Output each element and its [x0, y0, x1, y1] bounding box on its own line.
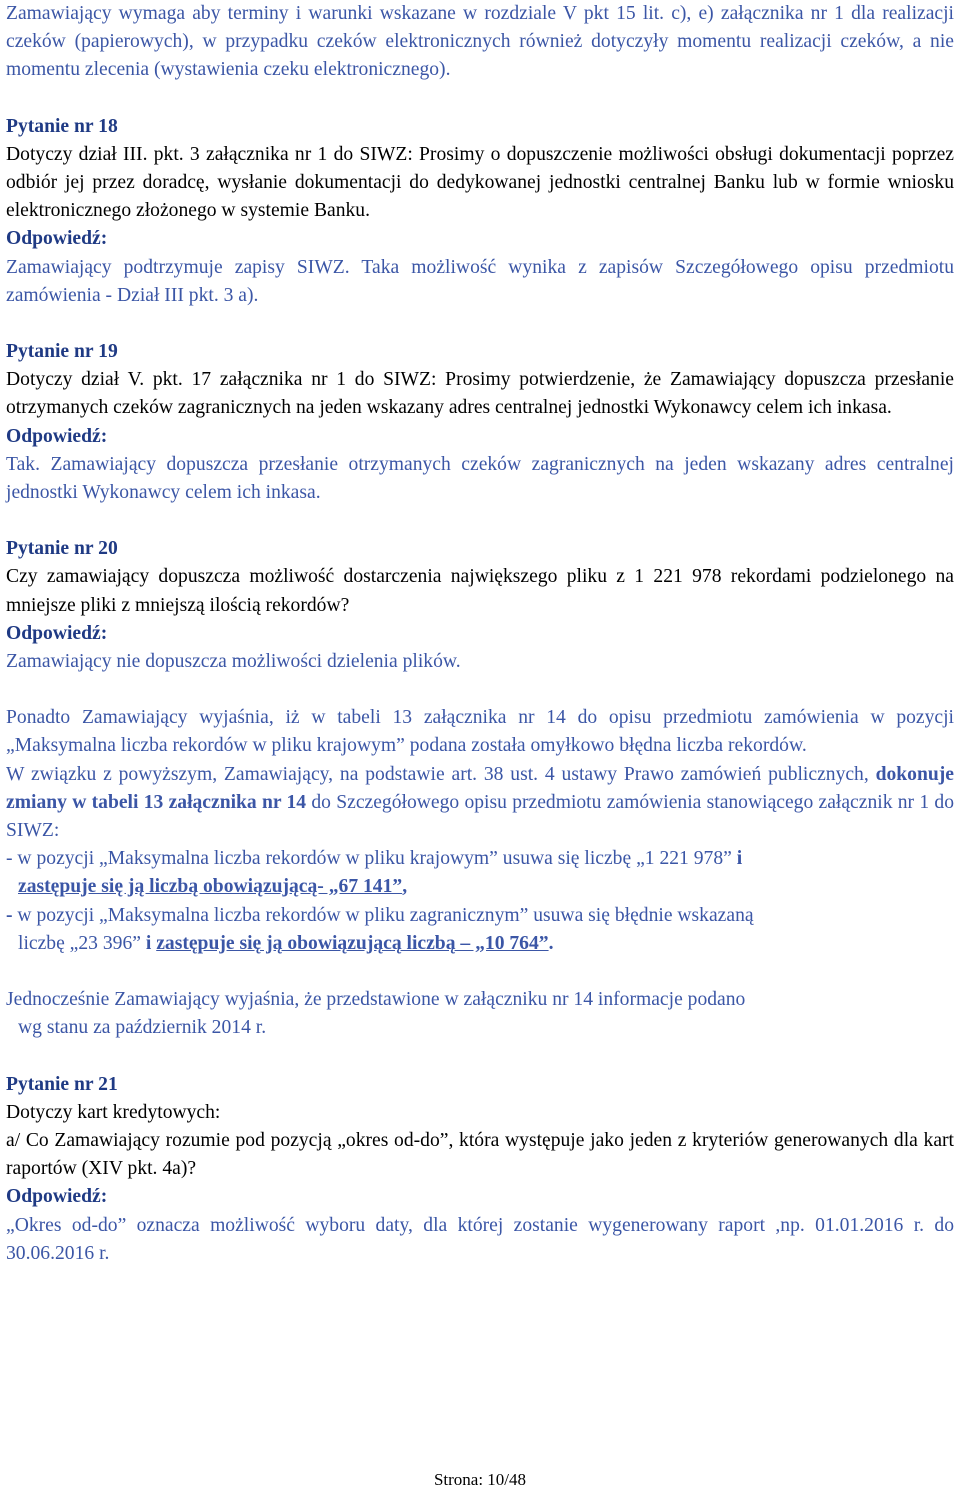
amendment-item-1-end: , [402, 876, 408, 898]
question-18-title: Pytanie nr 18 [6, 115, 118, 137]
question-19-title: Pytanie nr 19 [6, 341, 118, 363]
amendment-item-2-dash: - [6, 904, 13, 926]
question-21-text: a/ Co Zamawiający rozumie pod pozycją „okres od-do”, która występuje jako jeden z kryteriów generowanych dla kart raportów (XIV pkt. 4a)? [6, 1129, 954, 1180]
answer-20-label: Odpowiedź: [6, 622, 108, 644]
document-page [6, 0, 954, 1268]
question-18-text: Dotyczy dział III. pkt. 3 załącznika nr 1 do SIWZ: Prosimy o dopuszczenie możliwości obsługi dokumentacji poprzez odbiór jej przez doradcę, wysłanie dokumentacji do dedykowanej jednostki centralnej Banku lub w formie wniosku elektronicznego złożonego w systemie Banku. [6, 143, 954, 222]
question-20-title: Pytanie nr 20 [6, 538, 118, 560]
answer-18-label: Odpowiedź: [6, 228, 108, 250]
amendment-text-start: W związku z powyższym, Zamawiający, na podstawie art. 38 ust. 4 ustawy Prawo zamówień publicznych, [6, 763, 876, 785]
amendment-item-1-text: - w pozycji „Maksymalna liczba rekordów w pliku krajowym” usuwa się liczbę „1 221 978” [6, 848, 737, 870]
page-number: Strona: 10/48 [433, 1470, 527, 1489]
amendment-item-2-replacement: zastępuje się ją obowiązującą liczbą – „10 764” [156, 932, 549, 954]
amendment-item-2 [6, 902, 954, 958]
question-20-text: Czy zamawiający dopuszcza możliwość dostarczenia największego pliku z 1 221 978 rekordami podzielonego na mniejsze pliki z mniejszą ilością rekordów? [6, 566, 954, 616]
answer-21-label: Odpowiedź: [6, 1186, 108, 1208]
amendment-item-1 [6, 845, 954, 901]
data-date-line-2: wg stanu za październik 2014 r. [18, 1017, 267, 1039]
amendment-item-2-end: . [548, 932, 554, 954]
question-19-text: Dotyczy dział V. pkt. 17 załącznika nr 1 do SIWZ: Prosimy potwierdzenie, że Zamawiający dopuszcza przesłanie otrzymanych czeków zagranicznych na jeden wskazany adres centralnej jednostki Wykonawcy celem ich inkasa. [6, 369, 954, 419]
answer-19-text: Tak. Zamawiający dopuszcza przesłanie otrzymanych czeków zagranicznych na jeden wskazany adres centralnej jednostki Wykonawcy celem ich inkasa. [6, 453, 954, 504]
amendment-item-2-and: i [145, 932, 157, 954]
answer-18-text: Zamawiający podtrzymuje zapisy SIWZ. Taka możliwość wynika z zapisów Szczegółowego opisu przedmiotu zamówienia - Dział III pkt. 3 a). [6, 256, 954, 306]
amendment-paragraph [6, 761, 954, 846]
question-21-title: Pytanie nr 21 [6, 1073, 118, 1095]
amendment-item-1-and: i [736, 848, 743, 870]
clarification-paragraph: Ponadto Zamawiający wyjaśnia, iż w tabeli 13 załącznika nr 14 do opisu przedmiotu zamówienia w pozycji „Maksymalna liczba rekordów w pliku krajowym” podana została omyłkowo błędna liczba rekordów. [6, 707, 954, 757]
question-21-intro: Dotyczy kart kredytowych: [6, 1101, 221, 1123]
intro-paragraph: Zamawiający wymaga aby terminy i warunki wskazane w rozdziale V pkt 15 lit. c), e) załącznika nr 1 dla realizacji czeków (papierowych), w przypadku czeków elektronicznych również dotyczyły momentu realizacji czeków, a nie momentu zlecenia (wystawienia czeku elektronicznego). [6, 3, 954, 81]
amendment-text-end: do Szczegółowego opisu przedmiotu zamówienia stanowiącego załącznik nr 1 do SIWZ: [6, 791, 955, 842]
answer-21-text: „Okres od-do” oznacza możliwość wyboru daty, dla której zostanie wygenerowany raport ,np. 01.01.2016 r. do 30.06.2016 r. [6, 1214, 954, 1264]
amendment-item-2-text: w pozycji „Maksymalna liczba rekordów w pliku zagranicznym” usuwa się błędnie wskazaną [12, 904, 754, 926]
amendment-item-2-number: liczbę „23 396” [18, 932, 146, 954]
amendment-bold-text: dokonuje zmiany w tabeli 13 załącznika nr 14 [6, 763, 954, 813]
answer-19-label: Odpowiedź: [6, 425, 108, 447]
data-date-line-1: Jednocześnie Zamawiający wyjaśnia, że przedstawione w załączniku nr 14 informacje podano [6, 989, 746, 1011]
answer-20-text: Zamawiający nie dopuszcza możliwości dzielenia plików. [6, 651, 461, 673]
data-date-paragraph [6, 986, 954, 1042]
amendment-item-1-replacement: zastępuje się ją liczbą obowiązującą- „67 141” [18, 876, 403, 898]
